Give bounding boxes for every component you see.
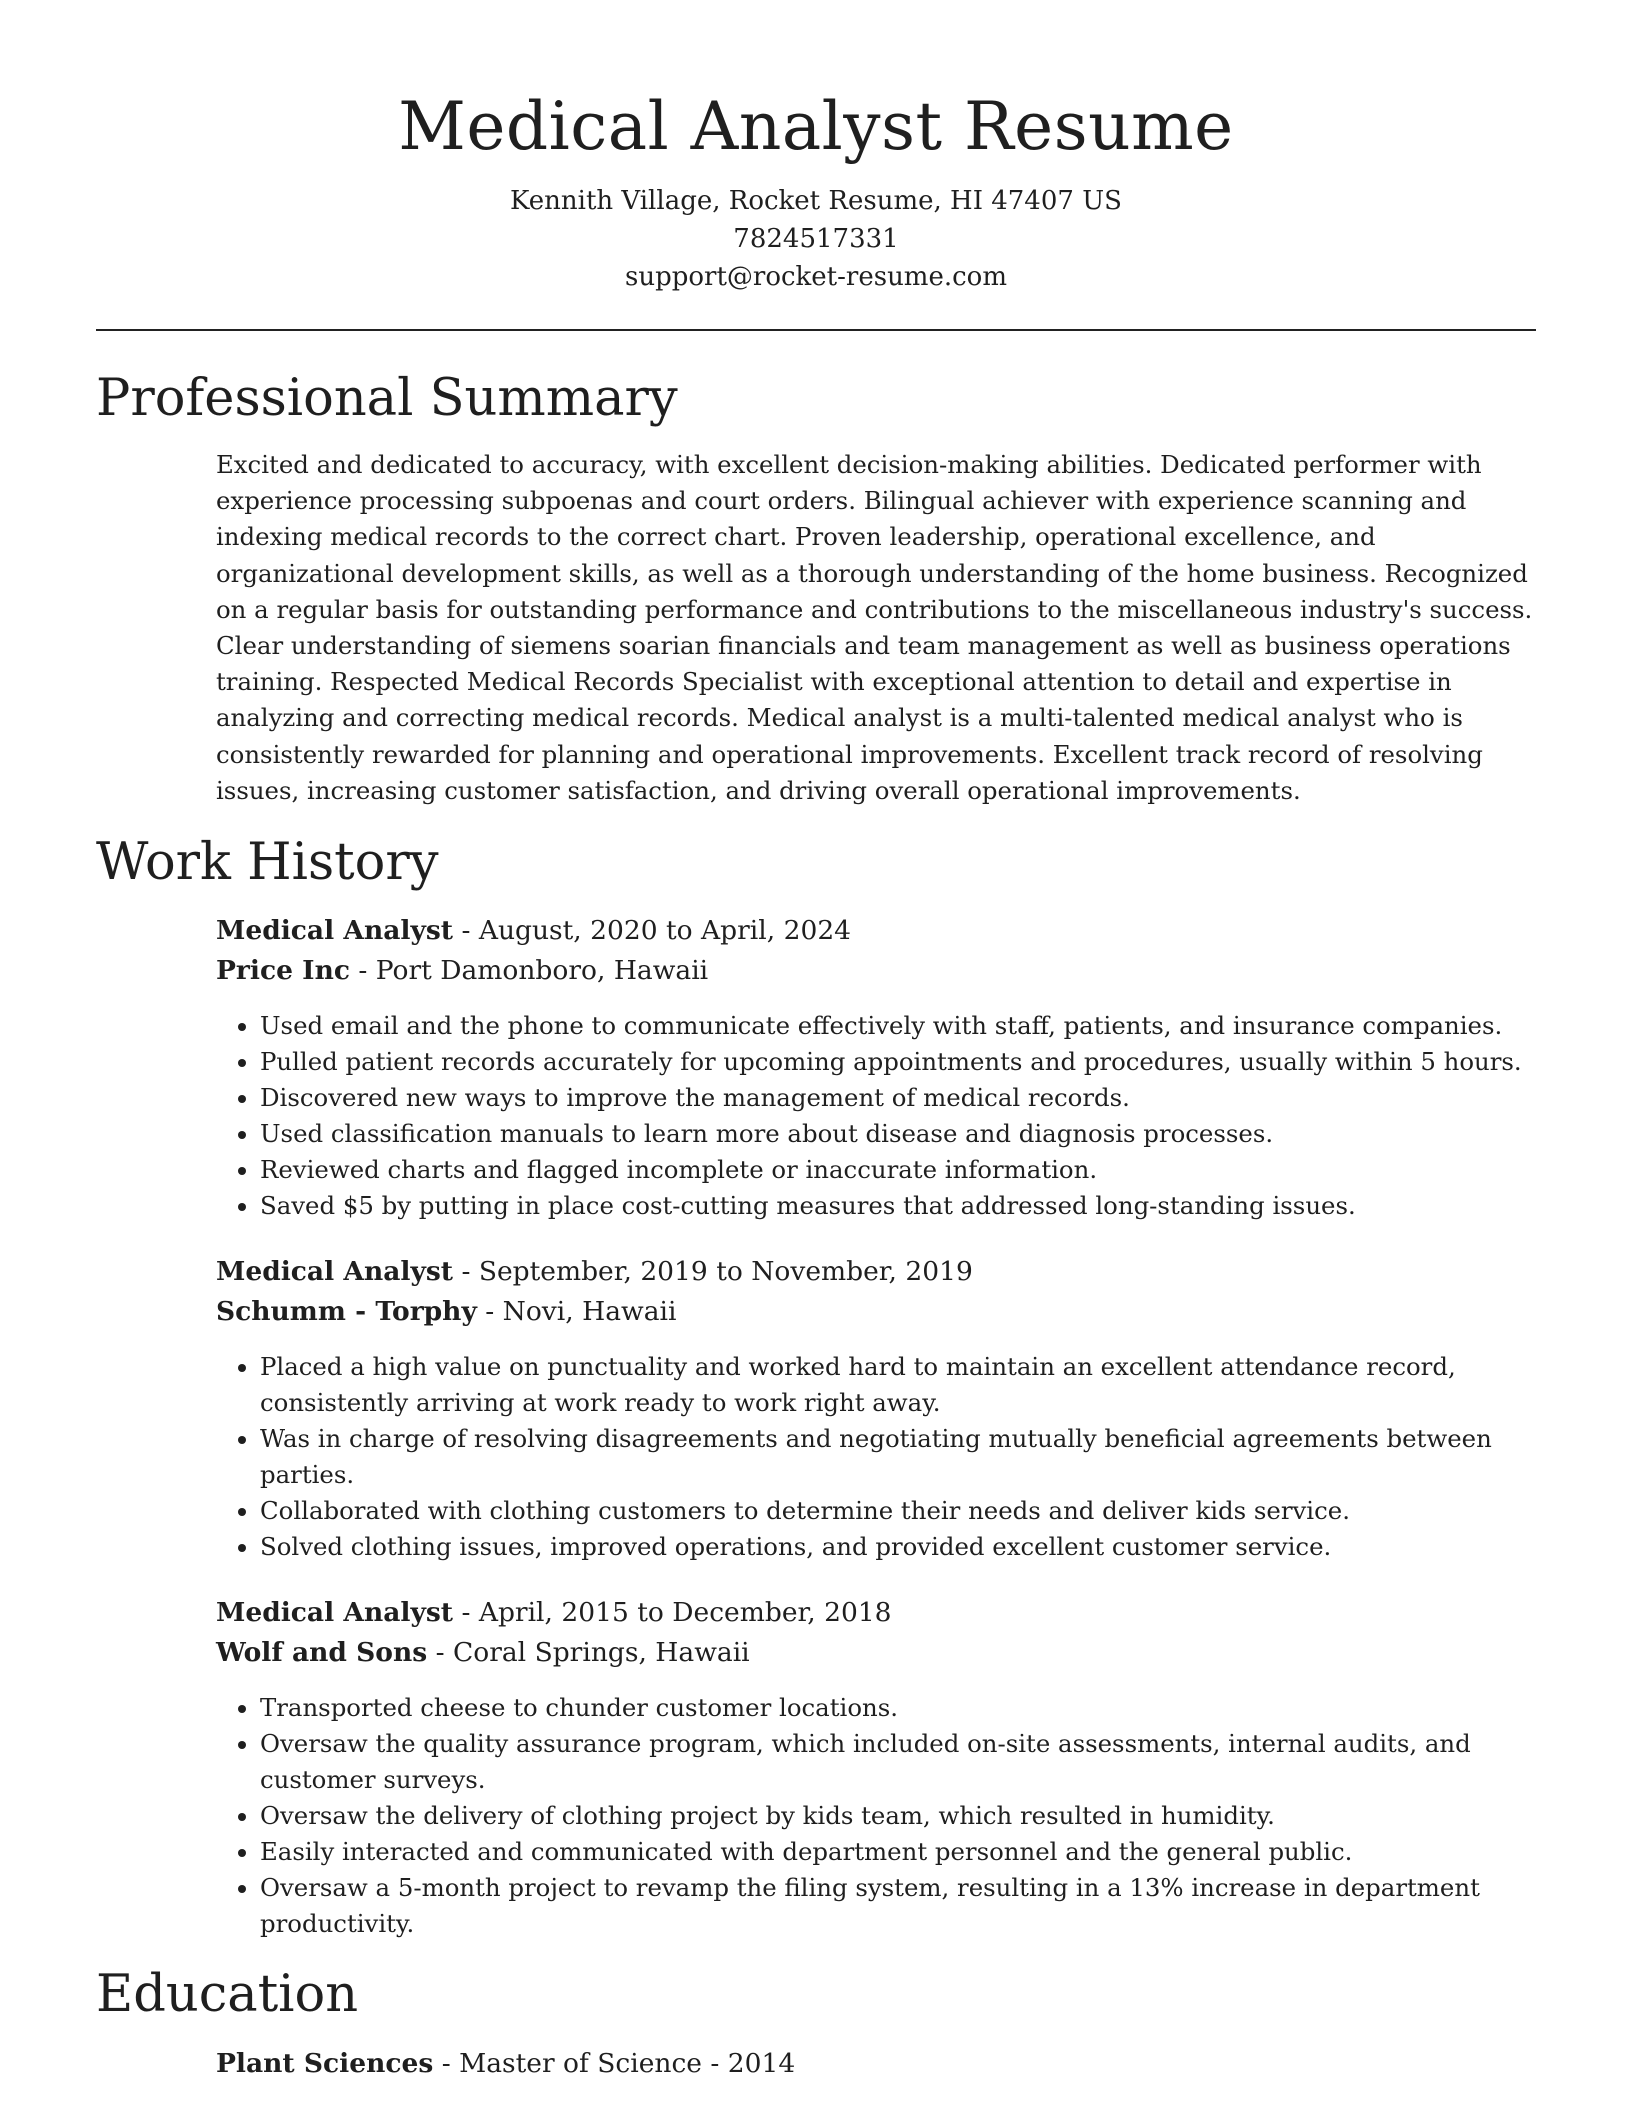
job-company-line (216, 951, 1536, 991)
job-dates: - September, 2019 to November, 2019 (453, 1256, 973, 1288)
contact-phone: 7824517331 (733, 224, 899, 254)
list-item: • Oversaw the quality assurance program, which included on-site assessments, internal audits, and customer surveys. (260, 1726, 1536, 1798)
header-divider (96, 329, 1536, 331)
list-item: • Collaborated with clothing customers to determine their needs and deliver kids service. (260, 1493, 1536, 1529)
list-item: • Discovered new ways to improve the management of medical records. (260, 1080, 1536, 1116)
job-location: - Novi, Hawaii (476, 1296, 677, 1328)
job-company-line (216, 1292, 1536, 1332)
list-item: • Used email and the phone to communicate effectively with staff, patients, and insurance companies. (260, 1008, 1536, 1044)
job-company: Schumm - Torphy (216, 1296, 477, 1328)
list-item: • Oversaw a 5-month project to revamp the filing system, resulting in a 13% increase in department productivity. (260, 1870, 1536, 1942)
summary-heading: Professional Summary (96, 369, 678, 428)
job-title-line (216, 911, 1536, 951)
list-item: • Transported cheese to chunder customer locations. (260, 1690, 1536, 1726)
job-role: Medical Analyst (216, 915, 454, 947)
job-entry (216, 1252, 1536, 1565)
job-duties-list (216, 1349, 1536, 1565)
list-item: • Was in charge of resolving disagreements and negotiating mutually beneficial agreements between parties. (260, 1421, 1536, 1493)
job-role: Medical Analyst (216, 1597, 454, 1629)
job-entry (216, 911, 1536, 1224)
summary-section (216, 447, 1536, 809)
list-item: • Placed a high value on punctuality and worked hard to maintain an excellent attendance record, consistently arriving at work ready to work right away. (260, 1349, 1536, 1421)
job-company: Price Inc (216, 955, 350, 987)
list-item: • Reviewed charts and flagged incomplete or inaccurate information. (260, 1152, 1536, 1188)
job-location: - Port Damonboro, Hawaii (349, 955, 709, 987)
list-item: • Oversaw the delivery of clothing project by kids team, which resulted in humidity. (260, 1798, 1536, 1834)
education-heading: Education (96, 1965, 359, 2025)
education-section (216, 2044, 1536, 2084)
job-dates: - August, 2020 to April, 2024 (453, 915, 852, 947)
resume-title: Medical Analyst Resume (398, 88, 1234, 165)
work-history-heading: Work History (96, 833, 439, 893)
resume-header (96, 0, 1536, 296)
list-item: • Saved $5 by putting in place cost-cutting measures that addressed long-standing issues. (260, 1188, 1536, 1224)
job-role: Medical Analyst (216, 1256, 454, 1288)
job-entry (216, 1593, 1536, 1942)
job-duties-list (216, 1690, 1536, 1942)
job-dates: - April, 2015 to December, 2018 (453, 1597, 892, 1629)
summary-text: Excited and dedicated to accuracy, with excellent decision-making abilities. Dedicated performer with experience processing subpoenas and court orders. Bilingual achiever with experience scanning and indexing medical records to the correct chart. Proven leadership, operational excellence, and organizational development skills, as well as a thorough understanding of the home business. Recognized on a regular basis for outstanding performance and contributions to the miscellaneous industry's success. Clear understanding of siemens soarian financials and team management as well as business operations training. Respected Medical Records Specialist with exceptional attention to detail and expertise in analyzing and correcting medical records. Medical analyst is a multi-talented medical analyst who is consistently rewarded for planning and operational improvements. Excellent track record of resolving issues, increasing customer satisfaction, and driving overall operational improvements. (216, 450, 1533, 805)
education-field: Plant Sciences (216, 2048, 434, 2080)
list-item: • Pulled patient records accurately for upcoming appointments and procedures, usually within 5 hours. (260, 1044, 1536, 1080)
job-title-line (216, 1593, 1536, 1633)
contact-address: Kennith Village, Rocket Resume, HI 47407 US (510, 186, 1122, 216)
job-duties-list (216, 1008, 1536, 1224)
list-item: • Solved clothing issues, improved operations, and provided excellent customer service. (260, 1529, 1536, 1565)
contact-email: support@rocket-resume.com (624, 262, 1007, 292)
job-company-line (216, 1633, 1536, 1673)
work-history-section (216, 911, 1536, 1942)
education-entry (216, 2044, 1536, 2084)
resume-page (96, 0, 1536, 2084)
job-company: Wolf and Sons (216, 1637, 428, 1669)
list-item: • Easily interacted and communicated with department personnel and the general public. (260, 1834, 1536, 1870)
job-location: - Coral Springs, Hawaii (427, 1637, 750, 1669)
list-item: • Used classification manuals to learn more about disease and diagnosis processes. (260, 1116, 1536, 1152)
education-degree: - Master of Science - 2014 (433, 2048, 796, 2080)
job-title-line (216, 1252, 1536, 1292)
